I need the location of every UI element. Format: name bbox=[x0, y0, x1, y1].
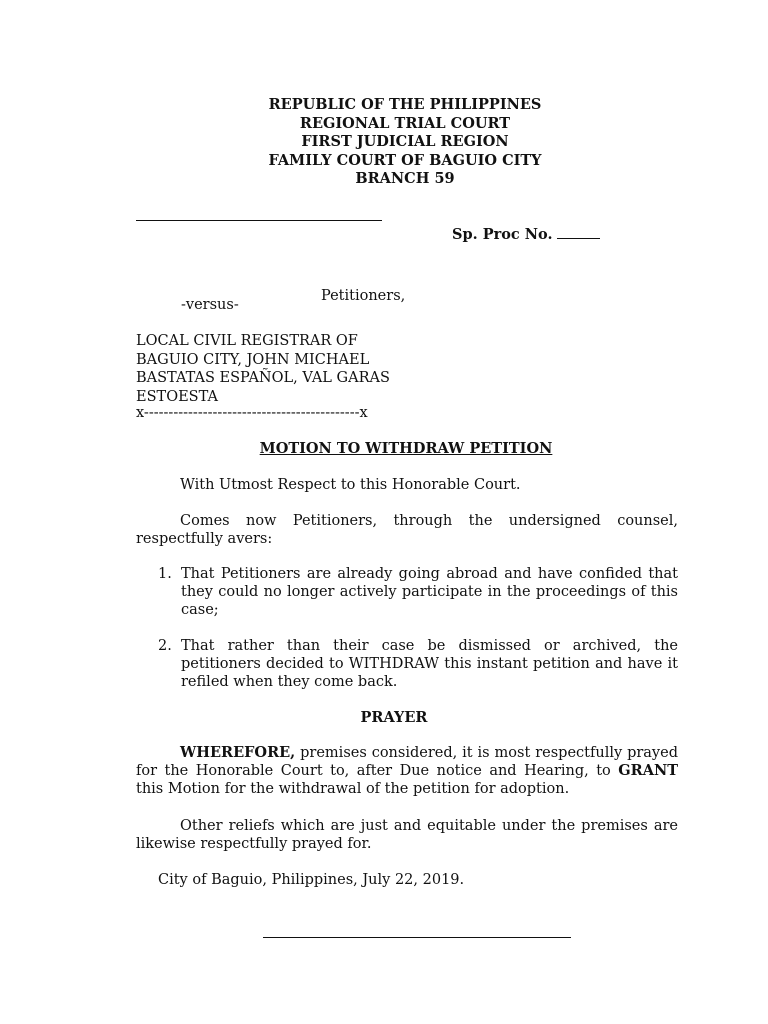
header-line-region: FIRST JUDICIAL REGION bbox=[301, 133, 509, 150]
case-number bbox=[452, 225, 600, 244]
intro-paragraph: Comes now Petitioners, through the undersigned counsel, respectfully avers: bbox=[136, 513, 678, 547]
signature-line bbox=[263, 937, 571, 938]
respondent-line: LOCAL CIVIL REGISTRAR OF bbox=[136, 333, 358, 349]
prayer-heading: PRAYER bbox=[360, 709, 428, 726]
list-item-text: That Petitioners are already going abroad and have confided that they could no longer actively participate in the proceedings of this case; bbox=[181, 566, 678, 618]
header-line-republic: REPUBLIC OF THE PHILIPPINES bbox=[268, 96, 542, 113]
respondent-line: BASTATAS ESPAÑOL, VAL GARAS bbox=[136, 370, 390, 386]
header-line-family-court: FAMILY COURT OF BAGUIO CITY bbox=[268, 151, 542, 169]
header-line-rtc: REGIONAL TRIAL COURT bbox=[299, 114, 511, 132]
grant-keyword: GRANT bbox=[618, 762, 678, 779]
court-header bbox=[0, 96, 768, 189]
list-item-number: 2. bbox=[158, 638, 172, 654]
header-line-branch: BRANCH 59 bbox=[355, 170, 455, 187]
other-reliefs-paragraph: Other reliefs which are just and equitable under the premises are likewise respectfully prayed for. bbox=[136, 818, 678, 852]
respondent-line: BAGUIO CITY, JOHN MICHAEL bbox=[136, 351, 370, 368]
document-title: MOTION TO WITHDRAW PETITION bbox=[259, 440, 553, 457]
case-number-blank bbox=[557, 225, 600, 239]
respondent-line: ESTOESTA bbox=[136, 388, 218, 405]
respect-line: With Utmost Respect to this Honorable Court. bbox=[180, 477, 521, 493]
case-number-label: Sp. Proc No. bbox=[452, 226, 553, 243]
caption-separator: x--------------------------------------------x bbox=[136, 405, 368, 421]
versus-label: -versus- bbox=[181, 297, 239, 313]
respondents-block bbox=[136, 332, 390, 406]
wherefore-paragraph: WHEREFORE, premises considered, it is most respectfully prayed for the Honorable Court to, after Due notice and Hearing, to GRANT this Motion for the withdrawal of the petition for adoption. bbox=[136, 744, 678, 797]
petitioners-label: Petitioners, bbox=[321, 288, 406, 304]
petitioner-name-blank-line bbox=[136, 220, 382, 221]
wherefore-keyword: WHEREFORE, bbox=[180, 744, 296, 761]
list-item-number: 1. bbox=[158, 566, 172, 582]
list-item-text: That rather than their case be dismissed or archived, the petitioners decided to WITHDRAW this instant petition and have it refiled when they come back. bbox=[181, 638, 678, 690]
place-date-line: City of Baguio, Philippines, July 22, 2019. bbox=[158, 872, 465, 888]
